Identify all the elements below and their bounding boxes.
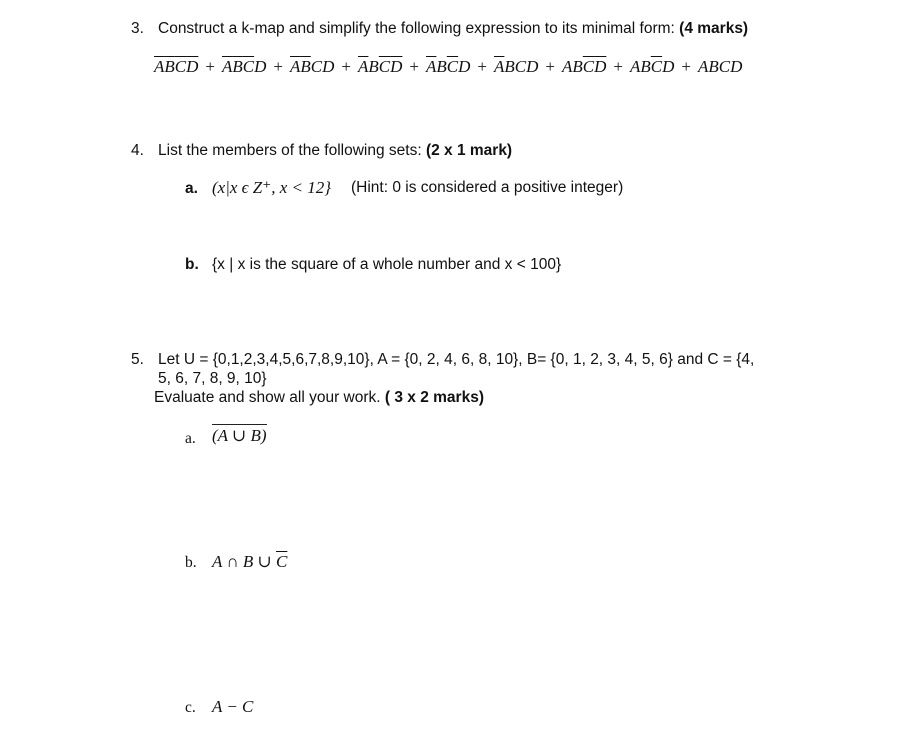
q4-marks: (2 x 1 mark) <box>425 142 513 159</box>
q5-instruction: Evaluate and show all your work. <box>154 389 381 406</box>
literal: A <box>630 57 641 76</box>
literal: $\overline{C}$ <box>174 57 187 76</box>
literal: D <box>322 57 335 76</box>
literal: $\overline{D}$ <box>594 57 607 76</box>
literal: B <box>572 57 583 76</box>
literal: $\overline{A}$ <box>222 57 233 76</box>
literal: $\overline{C}$ <box>242 57 255 76</box>
minterm <box>222 57 266 76</box>
literal: D <box>526 57 539 76</box>
q5b-label: b. <box>185 554 197 571</box>
plus-operator: + <box>205 57 215 76</box>
literal: A <box>562 57 573 76</box>
literal: B <box>368 57 379 76</box>
literal: $\overline{A}$ <box>358 57 369 76</box>
plus-operator: + <box>681 57 691 76</box>
q5b-expression <box>212 552 287 572</box>
q3-text: Construct a k-map and simplify the following expression to its minimal form: <box>158 20 675 37</box>
q3-marks: (4 marks) <box>679 20 749 37</box>
minterm <box>698 57 742 76</box>
literal: B <box>640 57 651 76</box>
q5c-label: c. <box>185 699 196 716</box>
q5c-expression: A − C <box>212 697 254 716</box>
literal: $\overline{D}$ <box>186 57 199 76</box>
literal: $\overline{C}$ <box>446 57 459 76</box>
plus-operator: + <box>273 57 283 76</box>
literal: D <box>458 57 471 76</box>
literal: D <box>254 57 267 76</box>
minterm <box>494 57 538 76</box>
plus-operator: + <box>409 57 419 76</box>
literal: D <box>730 57 743 76</box>
literal: C <box>718 57 731 76</box>
q5-sets-line2: 5, 6, 7, 8, 9, 10} <box>158 370 267 387</box>
q5a-expression: (A ∪ B) <box>212 426 267 445</box>
plus-operator: + <box>545 57 555 76</box>
plus-operator: + <box>613 57 623 76</box>
q5a-label: a. <box>185 430 196 447</box>
q4a-hint: (Hint: 0 is considered a positive integer) <box>351 179 624 196</box>
q4b-label: b. <box>185 256 199 273</box>
literal: $\overline{B}$ <box>300 57 311 76</box>
literal: $\overline{A}$ <box>426 57 437 76</box>
q5b-expression-main: A ∩ B ∪ <box>212 552 276 571</box>
boolean-expression <box>154 57 742 77</box>
literal: $\overline{A}$ <box>290 57 301 76</box>
plus-operator: + <box>341 57 351 76</box>
literal: $\overline{B}$ <box>164 57 175 76</box>
literal: $\overline{A}$ <box>154 57 165 76</box>
literal: B <box>436 57 447 76</box>
literal: $\overline{C}$ <box>650 57 663 76</box>
literal: C <box>514 57 527 76</box>
literal: C <box>310 57 323 76</box>
minterm <box>290 57 334 76</box>
q4-prompt <box>158 142 512 160</box>
q4-text: List the members of the following sets: <box>158 142 422 159</box>
literal: $\overline{C}$ <box>378 57 391 76</box>
q5-instruction-line <box>154 389 484 407</box>
literal: $\overline{C}$ <box>582 57 595 76</box>
q3-prompt <box>158 20 748 38</box>
literal: D <box>662 57 675 76</box>
literal: A <box>698 57 709 76</box>
minterm <box>630 57 674 76</box>
q5-number: 5. <box>131 351 144 368</box>
q5-sets-line1: Let U = {0,1,2,3,4,5,6,7,8,9,10}, A = {0, 2, 4, 6, 8, 10}, B= {0, 1, 2, 3, 4, 5, 6} and C = {4, <box>158 351 755 368</box>
minterm <box>562 57 606 76</box>
q4-number: 4. <box>131 142 144 159</box>
literal: B <box>708 57 719 76</box>
minterm <box>358 57 402 76</box>
q4a-set-expression: (x|x ϵ Z⁺, x < 12} <box>212 178 332 197</box>
literal: $\overline{D}$ <box>390 57 403 76</box>
literal: $\overline{A}$ <box>494 57 505 76</box>
minterm <box>154 57 198 76</box>
q5b-complement-c: $\overline{C}$ <box>275 552 288 571</box>
q4a-label: a. <box>185 180 198 197</box>
minterm <box>426 57 470 76</box>
q3-number: 3. <box>131 20 144 37</box>
plus-operator: + <box>477 57 487 76</box>
q5-marks: ( 3 x 2 marks) <box>384 389 484 406</box>
literal: $\overline{B}$ <box>232 57 243 76</box>
q4b-set-description: {x | x is the square of a whole number and x < 100} <box>212 256 562 273</box>
literal: B <box>504 57 515 76</box>
